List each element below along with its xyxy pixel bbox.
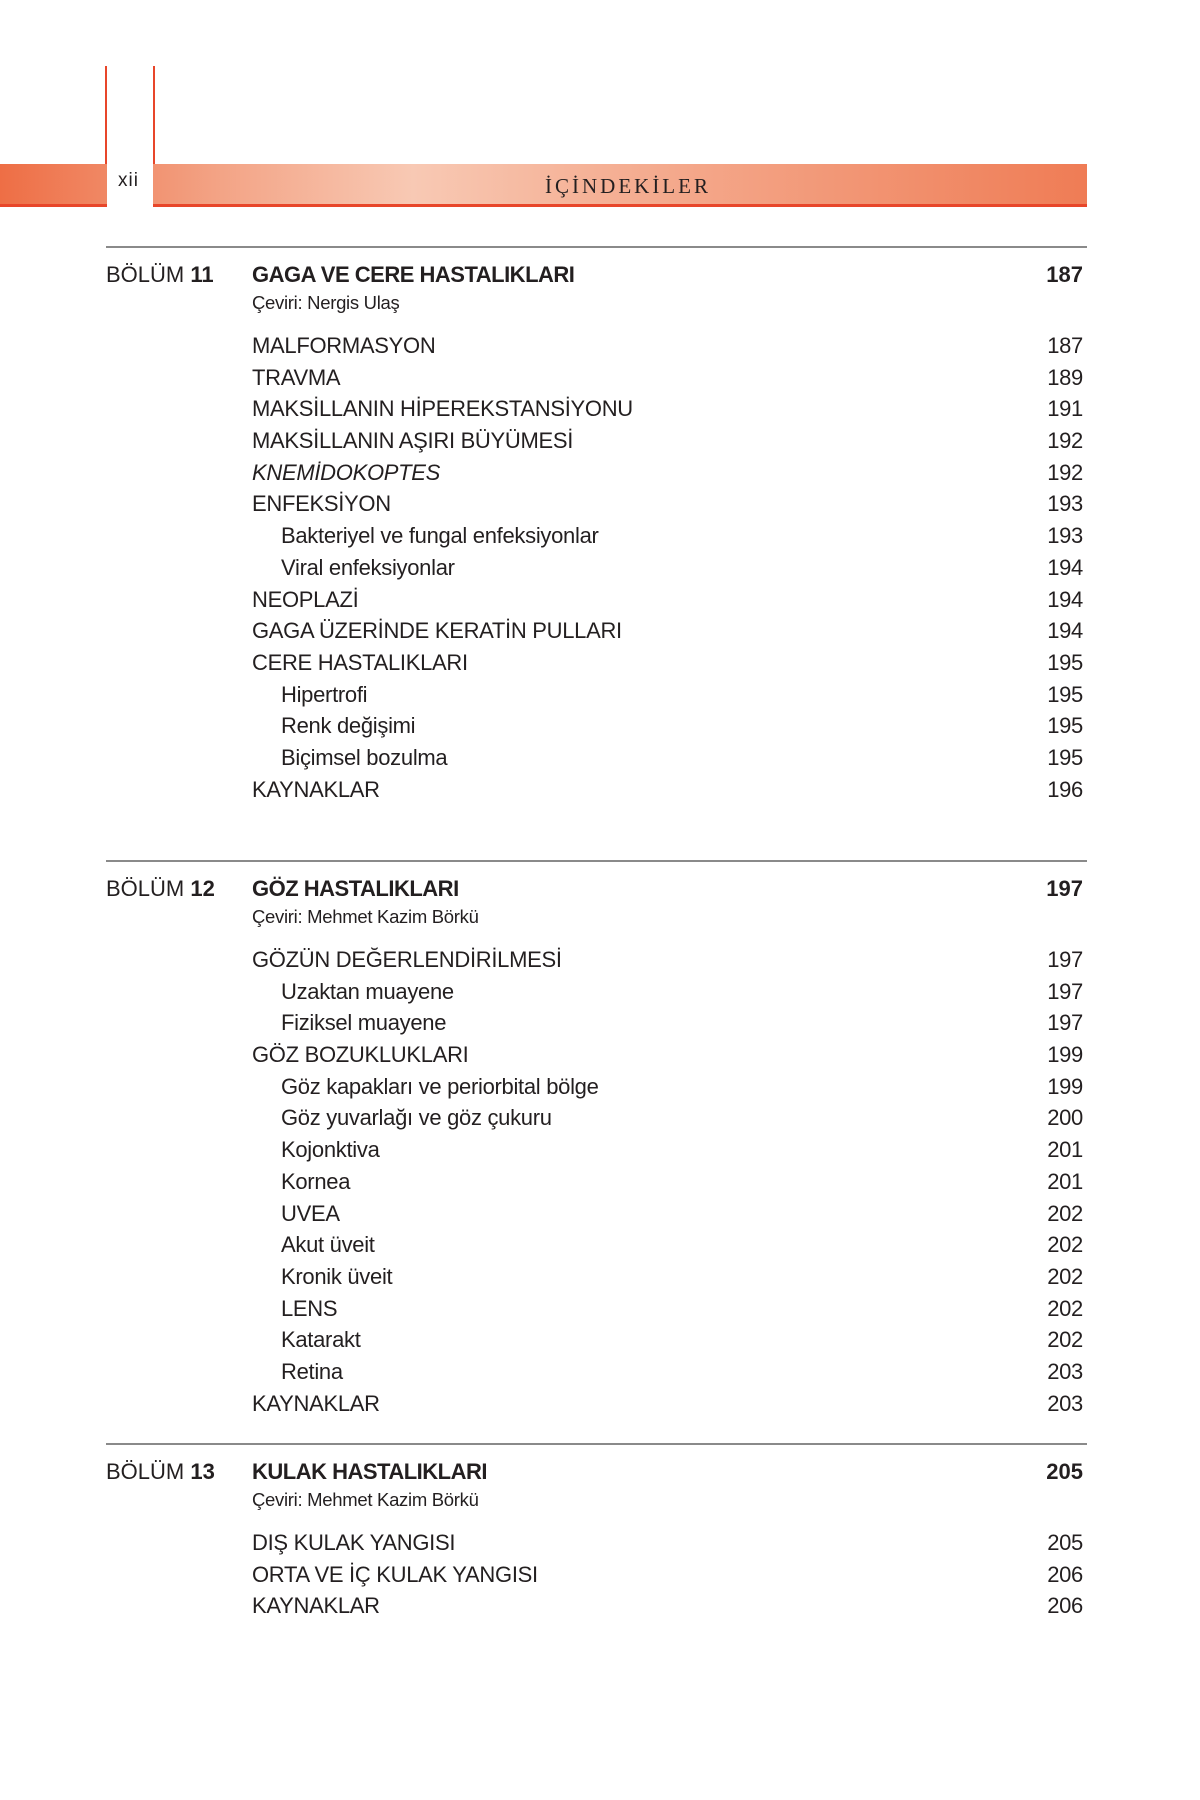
chapter-page: 197 (1046, 876, 1083, 901)
toc-entry-title: Retina (281, 1358, 343, 1384)
toc-entry-page: 202 (1047, 1295, 1083, 1321)
toc-entry-page: 197 (1047, 1010, 1083, 1036)
toc-entry-page: 187 (1047, 333, 1083, 358)
toc-entry-page: 194 (1047, 618, 1083, 644)
toc-entry[interactable] (252, 774, 1083, 806)
toc-entry-title: MALFORMASYON (252, 333, 436, 358)
toc-entry[interactable] (252, 1356, 1083, 1388)
toc-entry-page: 201 (1047, 1137, 1083, 1163)
toc-entry-page: 193 (1047, 523, 1083, 549)
chapter-title[interactable]: GAGA VE CERE HASTALIKLARI (252, 262, 575, 287)
toc-entry[interactable] (252, 584, 1083, 616)
toc-entry-page: 194 (1047, 586, 1083, 612)
toc-entry[interactable] (252, 457, 1083, 489)
chapter-number: 12 (190, 876, 215, 901)
toc-entry-page: 195 (1047, 713, 1083, 739)
chapter-title[interactable]: KULAK HASTALIKLARI (252, 1459, 488, 1484)
toc-entry-page: 203 (1047, 1358, 1083, 1384)
toc-entry-title: KAYNAKLAR (252, 1390, 380, 1416)
toc-entry[interactable] (252, 1388, 1083, 1420)
toc-entry-title: Akut üveit (281, 1232, 375, 1258)
toc-entry-title: CERE HASTALIKLARI (252, 649, 468, 675)
toc-entry-title: GÖZ BOZUKLUKLARI (252, 1042, 469, 1068)
chapter-13 (106, 1443, 1087, 1619)
toc-entry[interactable] (252, 976, 1083, 1008)
chapter-label-word: BÖLÜM (106, 262, 185, 287)
toc-entry-title: Uzaktan muayene (281, 978, 454, 1004)
toc-entry-page: 194 (1047, 554, 1083, 580)
toc-entry-title: ENFEKSİYON (252, 491, 391, 517)
toc-entry[interactable] (252, 647, 1083, 679)
toc-entry-page: 199 (1047, 1073, 1083, 1099)
toc-entry-title: Kronik üveit (281, 1263, 393, 1289)
toc-entry-page: 195 (1047, 649, 1083, 675)
toc-entry-title: KNEMİDOKOPTES (252, 459, 441, 485)
chapter-translator: Çeviri: Mehmet Kazim Börkü (252, 1489, 479, 1510)
chapter-translator: Çeviri: Nergis Ulaş (252, 292, 400, 313)
toc-entry[interactable] (252, 944, 1083, 976)
toc-entry-page: 192 (1047, 428, 1083, 454)
toc-entry-title: KAYNAKLAR (252, 1593, 380, 1619)
toc-entry[interactable] (252, 425, 1083, 457)
header-band (0, 164, 1087, 204)
toc-entry[interactable] (252, 393, 1083, 425)
toc-entry[interactable] (252, 1102, 1083, 1134)
toc-entry[interactable] (252, 710, 1083, 742)
toc-entry-title: MAKSİLLANIN AŞIRI BÜYÜMESİ (252, 428, 574, 454)
toc-entry-page: 203 (1047, 1390, 1083, 1416)
toc-entry-title: KAYNAKLAR (252, 776, 380, 802)
toc-entry[interactable] (252, 615, 1083, 647)
chapter-number: 11 (190, 262, 214, 287)
toc-entry-page: 206 (1047, 1561, 1083, 1587)
toc-entry[interactable] (252, 1039, 1083, 1071)
toc-entry-title: MAKSİLLANIN HİPEREKSTANSİYONU (252, 396, 633, 422)
chapter-12 (106, 860, 1087, 1416)
toc-entry-page: 199 (1047, 1042, 1083, 1068)
toc-entry-page: 189 (1047, 364, 1083, 390)
toc-entry[interactable] (252, 1527, 1083, 1559)
toc-entry[interactable] (252, 742, 1083, 774)
chapter-11 (106, 246, 1087, 802)
toc-entry[interactable] (252, 1134, 1083, 1166)
toc-entry-page: 202 (1047, 1263, 1083, 1289)
toc-entry-title: GAGA ÜZERİNDE KERATİN PULLARI (252, 618, 622, 644)
toc-entry-title: LENS (281, 1295, 338, 1321)
toc-entry-title: UVEA (281, 1200, 340, 1226)
toc-entry-page: 195 (1047, 744, 1083, 770)
toc-entry-page: 191 (1047, 396, 1083, 422)
toc-entry-title: Fiziksel muayene (281, 1010, 447, 1036)
toc-entry-title: NEOPLAZİ (252, 586, 359, 612)
toc-entry-page: 202 (1047, 1232, 1083, 1258)
toc-entry-title: Viral enfeksiyonlar (281, 554, 455, 580)
toc-entry-page: 197 (1047, 978, 1083, 1004)
toc-entry[interactable] (252, 362, 1083, 394)
toc-entry[interactable] (252, 330, 1083, 362)
toc-entry[interactable] (252, 552, 1083, 584)
toc-entry-title: Bakteriyel ve fungal enfeksiyonlar (281, 523, 599, 549)
toc-entries (252, 944, 1083, 1419)
toc-entry-page: 206 (1047, 1593, 1083, 1619)
toc-entry-page: 202 (1047, 1200, 1083, 1226)
toc-entry[interactable] (252, 1559, 1083, 1591)
toc-entry-title: ORTA VE İÇ KULAK YANGISI (252, 1561, 538, 1587)
toc-entry[interactable] (252, 1261, 1083, 1293)
chapter-page: 187 (1046, 262, 1083, 287)
toc-entry[interactable] (252, 1590, 1083, 1622)
toc-entry-title: Kornea (281, 1168, 351, 1194)
toc-entry-title: Göz yuvarlağı ve göz çukuru (281, 1105, 552, 1131)
chapter-number: 13 (190, 1459, 215, 1484)
toc-entry[interactable] (252, 520, 1083, 552)
toc-entry-page: 195 (1047, 681, 1083, 707)
toc-entry[interactable] (252, 1071, 1083, 1103)
page-number: xii (118, 170, 139, 191)
chapter-label (106, 876, 215, 902)
toc-entry-title: Biçimsel bozulma (281, 744, 448, 770)
toc-entry-page: 197 (1047, 947, 1083, 972)
toc-entry[interactable] (252, 1324, 1083, 1356)
chapter-title[interactable]: GÖZ HASTALIKLARI (252, 876, 459, 901)
toc-entry-title: TRAVMA (252, 364, 341, 390)
toc-entries (252, 1527, 1083, 1622)
chapter-label (106, 1459, 215, 1485)
running-title: İÇİNDEKİLER (545, 174, 711, 198)
header-band-stripe (0, 204, 1087, 207)
chapter-translator: Çeviri: Mehmet Kazim Börkü (252, 906, 479, 927)
toc-entries (252, 330, 1083, 805)
toc-entry-title: GÖZÜN DEĞERLENDİRİLMESİ (252, 947, 562, 972)
chapter-label-word: BÖLÜM (106, 1459, 185, 1484)
toc-entry-title: Renk değişimi (281, 713, 416, 739)
toc-entry[interactable] (252, 1293, 1083, 1325)
toc-entry-page: 192 (1047, 459, 1083, 485)
toc-entry-page: 202 (1047, 1327, 1083, 1353)
toc-entry-page: 205 (1047, 1530, 1083, 1555)
toc-entry-title: DIŞ KULAK YANGISI (252, 1530, 456, 1555)
toc-entry-title: Katarakt (281, 1327, 361, 1353)
chapter-label-word: BÖLÜM (106, 876, 185, 901)
toc-entry-title: Kojonktiva (281, 1137, 380, 1163)
toc-entry-page: 196 (1047, 776, 1083, 802)
toc-entry[interactable] (252, 488, 1083, 520)
toc-entry[interactable] (252, 1007, 1083, 1039)
toc-entry[interactable] (252, 1229, 1083, 1261)
chapter-label (106, 262, 214, 288)
toc-entry-page: 200 (1047, 1105, 1083, 1131)
toc-entry[interactable] (252, 1198, 1083, 1230)
toc-entry-page: 193 (1047, 491, 1083, 517)
toc-entry-title: Göz kapakları ve periorbital bölge (281, 1073, 599, 1099)
toc-entry-title: Hipertrofi (281, 681, 368, 707)
toc-entry-page: 201 (1047, 1168, 1083, 1194)
toc-entry[interactable] (252, 679, 1083, 711)
toc-entry[interactable] (252, 1166, 1083, 1198)
chapter-page: 205 (1046, 1459, 1083, 1484)
